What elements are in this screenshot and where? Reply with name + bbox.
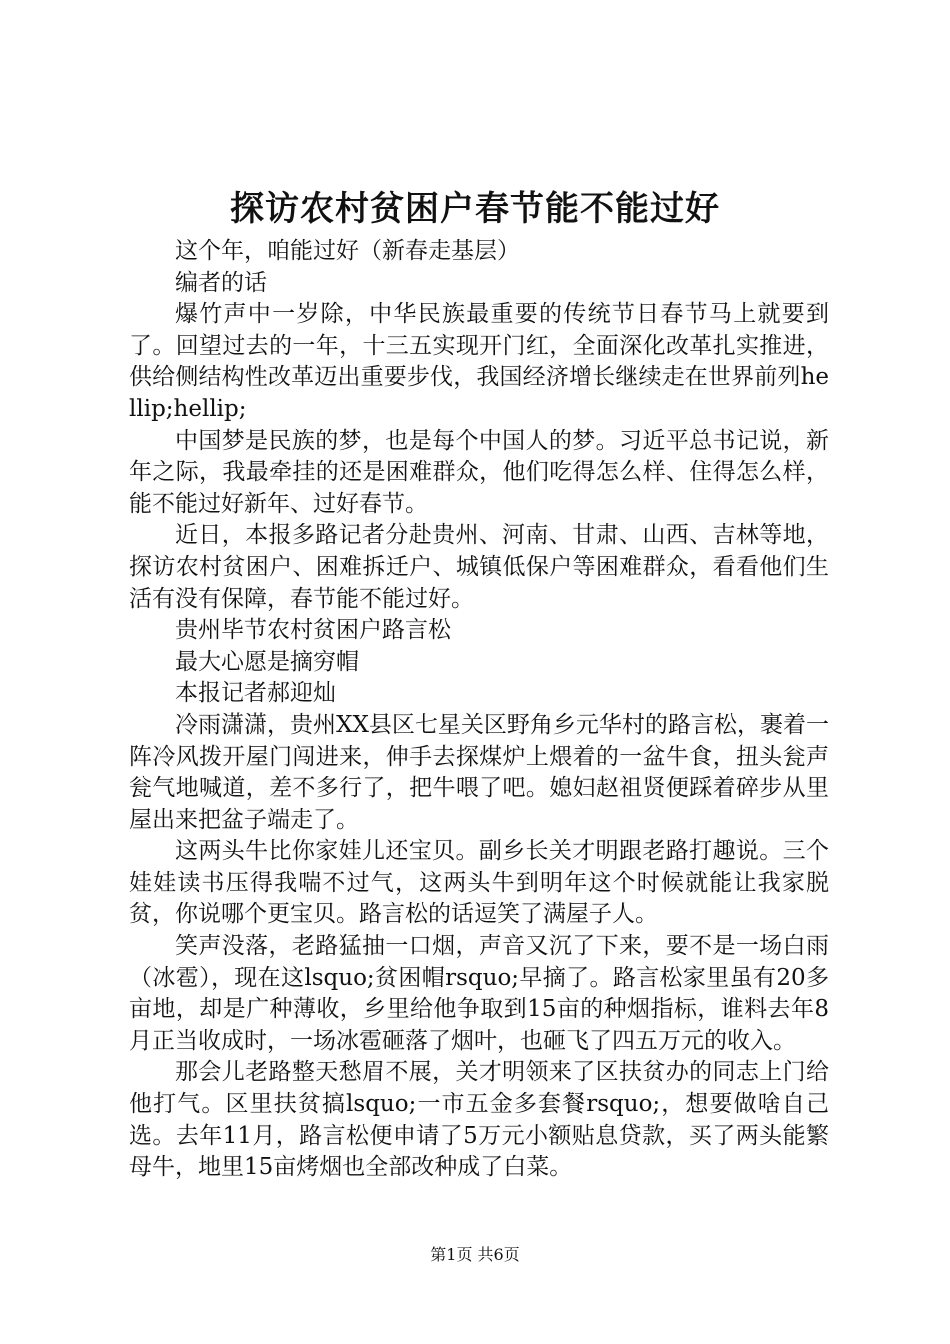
- paragraph-editor-note-heading: 编者的话: [175, 269, 267, 296]
- byline: 本报记者郝迎灿: [175, 680, 336, 707]
- paragraph: 中国梦是民族的梦，也是每个中国人的梦。习近平总书记说，新年之际，我最牵挂的还是困难群众，他们吃得怎么样、住得怎么样，能不能过好新年、过好春节。: [129, 427, 829, 517]
- paragraph: 笑声没落，老路猛抽一口烟，声音又沉了下来，要不是一场白雨（冰雹），现在这lsquo;贫困帽rsquo;早摘了。路言松家里虽有20多亩地，却是广种薄收，乡里给他争取到15亩的种烟指标，谁料去年8月正当收成时，一场冰雹砸落了烟叶，也砸飞了四五万元的收入。: [129, 933, 829, 1054]
- paragraph: 冷雨潇潇，贵州XX县区七星关区野角乡元华村的路言松，裹着一阵冷风拨开屋门闯进来，伸手去探煤炉上煨着的一盆牛食，扭头瓮声瓮气地喊道，差不多行了，把牛喂了吧。媳妇赵祖贤便踩着碎步从里屋出来把盆子端走了。: [129, 711, 829, 833]
- document-title: 探访农村贫困户春节能不能过好: [230, 189, 720, 229]
- paragraph: 这两头牛比你家娃儿还宝贝。副乡长关才明跟老路打趣说。三个娃娃读书压得我喘不过气，这两头牛到明年这个时候就能让我家脱贫，你说哪个更宝贝。路言松的话逗笑了满屋子人。: [129, 838, 829, 928]
- paragraph: 爆竹声中一岁除，中华民族最重要的传统节日春节马上就要到了。回望过去的一年，十三五实现开门红，全面深化改革扎实推进，供给侧结构性改革迈出重要步伐，我国经济增长继续走在世界前列hellip;hellip;: [129, 301, 829, 422]
- paragraph: 那会儿老路整天愁眉不展，关才明领来了区扶贫办的同志上门给他打气。区里扶贫搞lsquo;一市五金多套餐rsquo;，想要做啥自己选。去年11月，路言松便申请了5万元小额贴息贷款，买了两头能繁母牛，地里15亩烤烟也全部改种成了白菜。: [129, 1059, 829, 1181]
- section-subheading: 最大心愿是摘穷帽: [175, 648, 359, 675]
- section-heading: 贵州毕节农村贫困户路言松: [175, 617, 451, 644]
- paragraph: 近日，本报多路记者分赴贵州、河南、甘肃、山西、吉林等地，探访农村贫困户、困难拆迁户、城镇低保户等困难群众，看看他们生活有没有保障，春节能不能过好。: [129, 522, 829, 612]
- paragraph-subtitle: 这个年，咱能过好（新春走基层）: [175, 238, 520, 264]
- document-body: [129, 236, 829, 1184]
- page-footer: 第1页 共6页: [430, 1245, 520, 1264]
